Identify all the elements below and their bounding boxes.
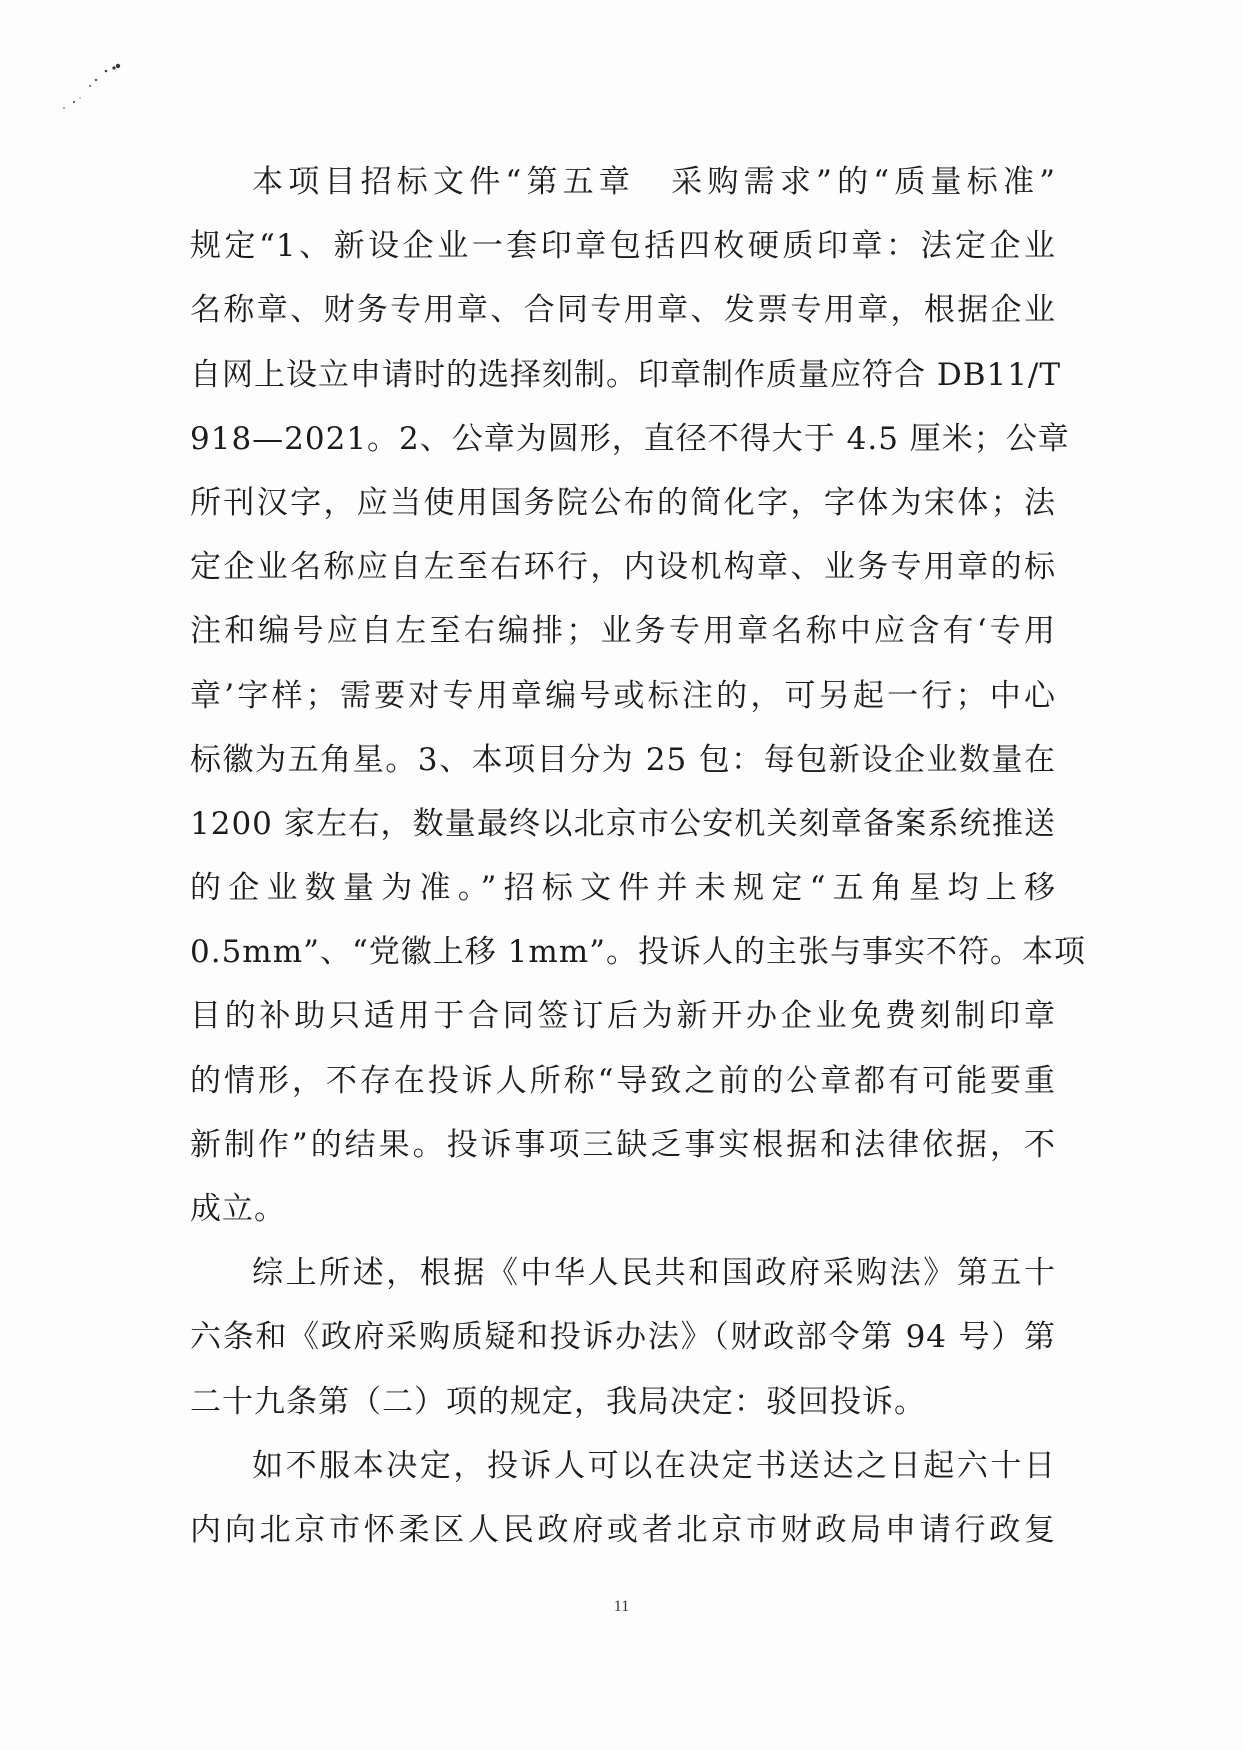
paragraph-2 <box>190 1241 1056 1434</box>
text-line: 规定“1、新设企业一套印章包括四枚硬质印章：法定企业 <box>190 228 1056 265</box>
document-body <box>190 150 1087 1562</box>
text-line: 成立。 <box>190 1191 286 1227</box>
text-line: 的企业数量为准。”招标文件并未规定“五角星均上移 <box>190 870 1056 907</box>
text-line: 0.5mm”、“党徽上移 1mm”。投诉人的主张与事实不符。本项 <box>190 934 1087 971</box>
text-line: 名称章、财务专用章、合同专用章、发票专用章，根据企业 <box>190 292 1056 329</box>
paragraph-3 <box>190 1434 1056 1562</box>
scan-specks-decoration <box>60 58 150 128</box>
paragraph-1 <box>190 150 1087 1241</box>
text-line: 新制作”的结果。投诉事项三缺乏事实根据和法律依据，不 <box>190 1126 1056 1163</box>
text-line: 本项目招标文件“第五章 采购需求”的“质量标准” <box>252 164 1056 200</box>
page-number: 11 <box>613 1598 630 1615</box>
text-line: 章’字样；需要对专用章编号或标注的，可另起一行；中心 <box>190 677 1056 714</box>
text-line: 目的补助只适用于合同签订后为新开办企业免费刻制印章 <box>190 998 1056 1035</box>
text-line: 的情形，不存在投诉人所称“导致之前的公章都有可能要重 <box>190 1062 1056 1099</box>
text-line: 所刊汉字，应当使用国务院公布的简化字，字体为宋体；法 <box>190 484 1056 521</box>
text-line: 918—2021。2、公章为圆形，直径不得大于 4.5 厘米；公章 <box>190 420 1070 457</box>
text-line: 如不服本决定，投诉人可以在决定书送达之日起六十日 <box>252 1447 1056 1484</box>
text-line: 1200 家左右，数量最终以北京市公安机关刻章备案系统推送 <box>190 805 1056 842</box>
text-line: 定企业名称应自左至右环行，内设机构章、业务专用章的标 <box>190 549 1056 586</box>
text-line: 自网上设立申请时的选择刻制。印章制作质量应符合 DB11/T <box>190 356 1062 393</box>
text-line: 综上所述，根据《中华人民共和国政府采购法》第五十 <box>252 1255 1056 1292</box>
text-line: 六条和《政府采购质疑和投诉办法》（财政部令第 94 号）第 <box>190 1319 1056 1356</box>
text-line: 二十九条第（二）项的规定，我局决定：驳回投诉。 <box>190 1383 926 1420</box>
text-line: 标徽为五角星。3、本项目分为 25 包：每包新设企业数量在 <box>190 741 1056 778</box>
text-line: 内向北京市怀柔区人民政府或者北京市财政局申请行政复 <box>190 1511 1056 1548</box>
text-line: 注和编号应自左至右编排；业务专用章名称中应含有‘专用 <box>190 613 1056 650</box>
